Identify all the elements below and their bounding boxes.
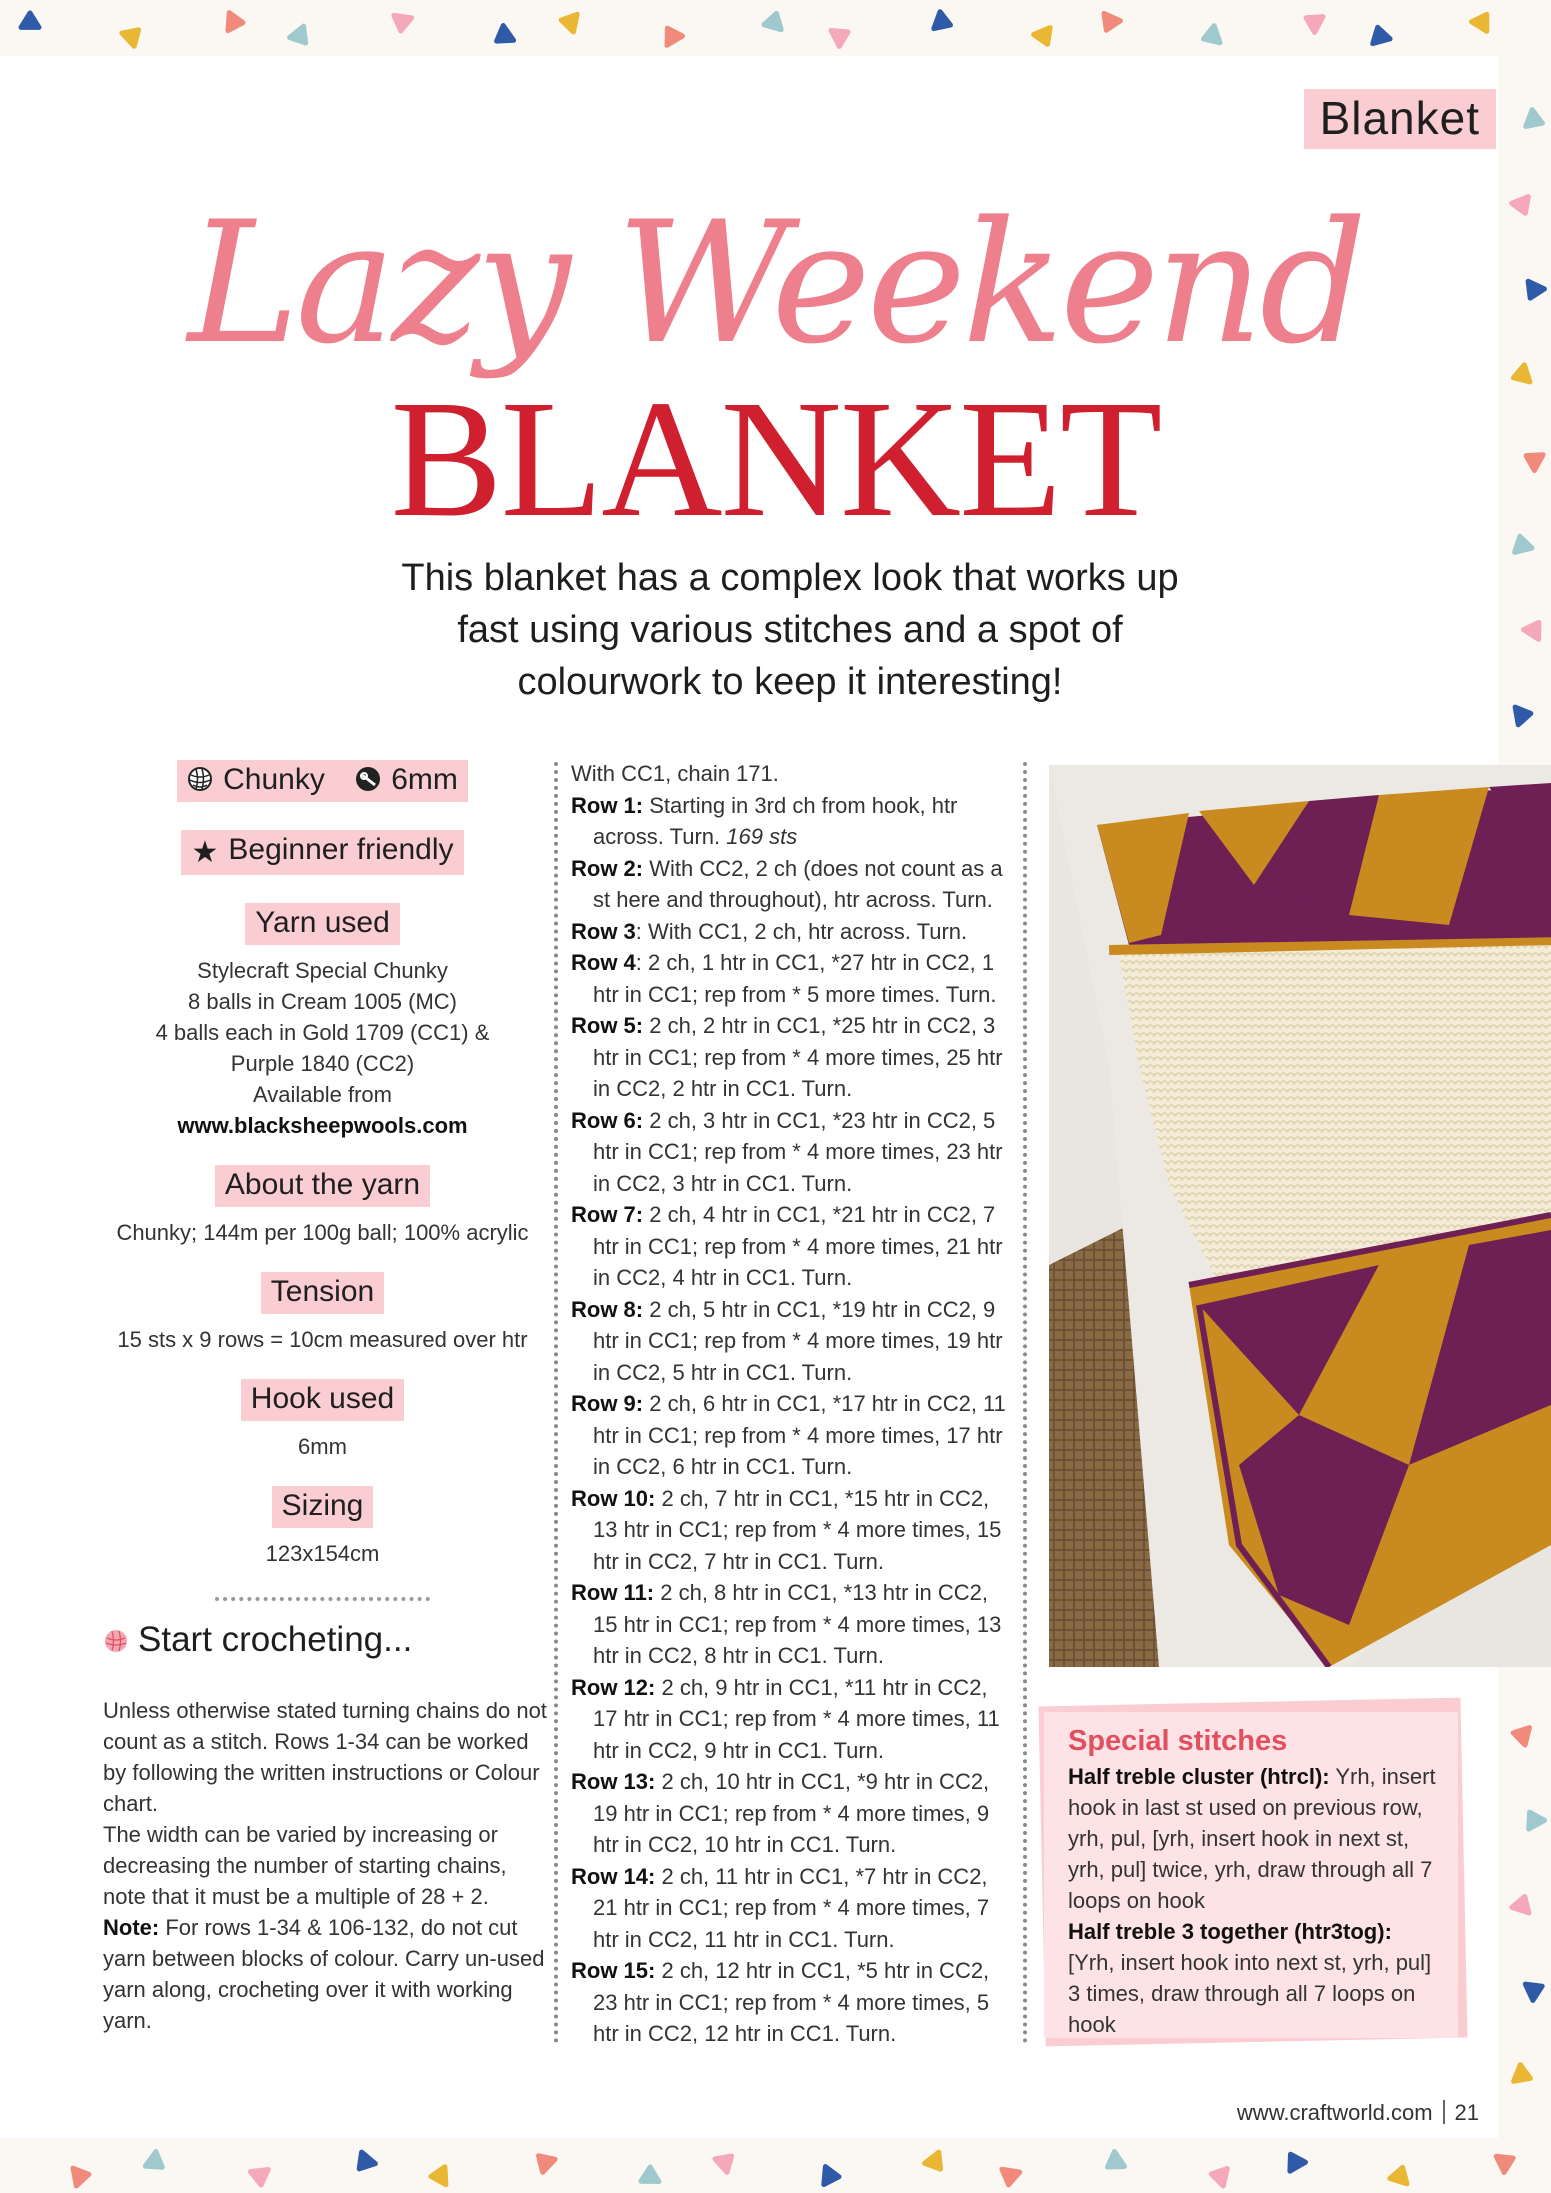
confetti-dot (1369, 25, 1390, 44)
row-label: Row 3 (571, 918, 636, 944)
confetti-dot (1514, 2065, 1534, 2087)
footer-divider (1443, 2100, 1445, 2124)
confetti-dot (1000, 2169, 1020, 2186)
badge-row (100, 760, 545, 802)
pattern-intro: With CC1, chain 171. (571, 761, 779, 786)
yarn-ball-icon (187, 766, 213, 792)
yarn-line: Purple 1840 (CC2) (230, 1051, 415, 1076)
row-label: Row 12: (571, 1674, 656, 1700)
column-divider (554, 762, 558, 2044)
page-footer (1237, 2100, 1479, 2126)
pattern-row (571, 1955, 1011, 2050)
note-label: Note: (103, 1915, 160, 1940)
special-stitch-item (1068, 1761, 1444, 1916)
confetti-dot (491, 26, 513, 49)
pattern-row (571, 1766, 1011, 1861)
row-text: 2 ch, 5 htr in CC1, *19 htr in CC2, 9 htr in CC1; rep from * 4 more times, 19 htr in CC2, 5 htr in CC1. Turn. (593, 1296, 1003, 1385)
confetti-dot (1472, 10, 1495, 32)
stitch-label: Half treble cluster (htrcl): (1068, 1764, 1330, 1789)
row-label: Row 6: (571, 1107, 644, 1133)
row-stitch-count: 169 sts (726, 824, 798, 849)
confetti-dot (1034, 28, 1056, 48)
row-text: 2 ch, 7 htr in CC1, *15 htr in CC2, 13 htr in CC1; rep from * 4 more times, 15 htr in CC2, 7 htr in CC1. Turn. (593, 1485, 1002, 1574)
row-text: Starting in 3rd ch from hook, htr across. Turn. (593, 792, 958, 849)
blanket-photo (1049, 765, 1551, 1667)
start-body (103, 1695, 548, 2036)
yarn-used-body (100, 955, 545, 1141)
special-stitches-content (1044, 1712, 1458, 2038)
pattern-row (571, 1861, 1011, 1956)
start-note (103, 1912, 548, 2036)
confetti-dot (824, 2167, 840, 2186)
row-label: Row 15: (571, 1958, 656, 1983)
confetti-dot (122, 23, 145, 46)
confetti-dot (1283, 2150, 1306, 2171)
confetti-dot (641, 2167, 659, 2182)
hook-label: 6mm (391, 763, 458, 796)
pattern-row (571, 916, 1011, 948)
row-label: Row 4 (571, 950, 636, 975)
row-text: : 2 ch, 1 htr in CC1, *27 htr in CC2, 1 htr in CC1; rep from * 5 more times. Turn. (593, 950, 997, 1007)
confetti-dot (1515, 705, 1532, 725)
row-label: Row 10: (571, 1485, 656, 1511)
special-stitch-item (1068, 1916, 1444, 2040)
row-text: : With CC1, 2 ch, htr across. Turn. (635, 918, 968, 944)
confetti-dot (352, 2152, 375, 2175)
level-row (100, 830, 545, 875)
special-stitches-heading: Special stitches (1068, 1725, 1288, 1757)
sizing-heading: Sizing (272, 1486, 374, 1528)
confetti-dot (1302, 10, 1323, 33)
row-label: Row 1: (571, 792, 644, 818)
hook-used-heading: Hook used (241, 1379, 404, 1421)
row-label: Row 14: (571, 1863, 656, 1889)
confetti-dot (934, 12, 954, 34)
confetti-dot (1103, 2152, 1125, 2175)
confetti-dot (1524, 618, 1547, 640)
confetti-dot (431, 2167, 446, 2186)
pattern-row (571, 947, 1011, 1010)
row-text: 2 ch, 3 htr in CC1, *23 htr in CC2, 5 htr in CC1; rep from * 4 more times, 23 htr in CC2, 3 htr in CC1. Turn. (593, 1107, 1003, 1196)
pattern-row (571, 1577, 1011, 1672)
confetti-dot (1511, 1724, 1529, 1745)
row-text: 2 ch, 8 htr in CC1, *13 htr in CC2, 15 htr in CC1; rep from * 4 more times, 13 htr in CC2, 8 htr in CC1. Turn. (593, 1580, 1002, 1668)
confetti-dot (715, 2149, 738, 2172)
sizing-text: 123x154cm (265, 1541, 380, 1566)
yarn-line: Stylecraft Special Chunky (197, 958, 448, 983)
column-divider (1023, 762, 1027, 2044)
pattern-row (571, 853, 1011, 916)
row-label: Row 13: (571, 1769, 656, 1794)
weight-badge (177, 760, 468, 802)
hook-used-text: 6mm (298, 1434, 347, 1459)
confetti-dot (1526, 110, 1546, 132)
confetti-dot (925, 2152, 948, 2174)
confetti-dot (1201, 26, 1220, 48)
title-main: BLANKET (390, 366, 1161, 552)
yarn-line: Available from (253, 1082, 392, 1107)
pattern-row (571, 1105, 1011, 1200)
level-label: Beginner friendly (228, 833, 454, 866)
row-text: 2 ch, 10 htr in CC1, *9 htr in CC2, 19 htr in CC1; rep from * 4 more times, 9 htr in CC2, 10 htr in CC1. Turn. (593, 1769, 990, 1857)
confetti-dot (1390, 2165, 1411, 2184)
confetti-dot (1209, 2165, 1227, 2186)
confetti-dot (764, 11, 785, 30)
confetti-dot (831, 24, 852, 47)
dotted-divider (215, 1597, 430, 1601)
confetti-dot (392, 15, 412, 32)
pattern-row (571, 1199, 1011, 1294)
special-stitches-box (1036, 1700, 1468, 2052)
confetti-dot (21, 13, 39, 27)
confetti-dot (73, 2165, 91, 2185)
star-icon: ★ (191, 835, 219, 870)
start-para: The width can be varied by increasing or decreasing the number of starting chains, note that it must be a multiple of 28 + 2. (103, 1822, 507, 1909)
section-tag: Blanket (1304, 89, 1496, 149)
confetti-dot (1525, 1978, 1546, 2000)
confetti-dot (290, 26, 313, 49)
confetti-dot (1496, 2150, 1517, 2172)
row-label: Row 5: (571, 1013, 644, 1038)
pattern-row (571, 1294, 1011, 1389)
confetti-dot (1098, 13, 1120, 33)
note-text: For rows 1-34 & 106-132, do not cut yarn between blocks of colour. Carry un-used yarn along, crocheting over it with working yarn. (103, 1915, 545, 2033)
pattern-row (571, 790, 1011, 853)
pattern-row (571, 1672, 1011, 1767)
info-column (100, 760, 545, 1601)
confetti-dot (145, 2152, 167, 2175)
confetti-dot (250, 2170, 270, 2186)
yarn-line: 8 balls in Cream 1005 (MC) (188, 989, 457, 1014)
pattern-instructions (571, 758, 1011, 2050)
row-label: Row 11: (571, 1580, 655, 1605)
row-text: 2 ch, 11 htr in CC1, *7 htr in CC2, 21 htr in CC1; rep from * 4 more times, 7 htr in CC2, 11 htr in CC1. Turn. (593, 1863, 990, 1952)
tension-heading: Tension (261, 1272, 384, 1314)
yarn-used-heading: Yarn used (245, 903, 400, 945)
confetti-dot (228, 13, 244, 32)
tension-text: 15 sts x 9 rows = 10cm measured over htr (117, 1327, 528, 1352)
about-yarn-heading: About the yarn (215, 1165, 430, 1207)
row-text: With CC2, 2 ch (does not count as a st here and throughout), htr across. Turn. (593, 855, 1003, 912)
row-text: 2 ch, 4 htr in CC1, *21 htr in CC2, 7 htr in CC1; rep from * 4 more times, 21 htr in CC2, 4 htr in CC1. Turn. (593, 1202, 1003, 1290)
row-text: 2 ch, 6 htr in CC1, *17 htr in CC2, 11 htr in CC1; rep from * 4 more times, 17 htr in CC2, 6 htr in CC1. Turn. (593, 1391, 1006, 1479)
confetti-dot (660, 24, 683, 46)
row-text: 2 ch, 9 htr in CC1, *11 htr in CC2, 17 htr in CC1; rep from * 4 more times, 11 htr in CC2, 9 htr in CC1. Turn. (593, 1674, 1000, 1763)
about-yarn-text: Chunky; 144m per 100g ball; 100% acrylic (116, 1220, 529, 1245)
confetti-dot (559, 11, 577, 32)
row-label: Row 2: (571, 855, 644, 881)
hook-size-icon (355, 766, 381, 792)
title-script: Lazy Weekend (187, 185, 1364, 381)
footer-url[interactable]: www.craftworld.com (1236, 2100, 1433, 2125)
pattern-row (571, 1483, 1011, 1578)
row-label: Row 8: (571, 1296, 644, 1322)
start-heading (104, 1620, 412, 1660)
yarn-website-link[interactable]: www.blacksheepwools.com (177, 1113, 468, 1138)
level-badge (181, 830, 463, 875)
pattern-row (571, 1010, 1011, 1105)
start-para: Unless otherwise stated turning chains do not count as a stitch. Rows 1-34 can be worked by following the written instructions or Colour chart. (103, 1698, 547, 1816)
yarn-ball-icon (104, 1629, 128, 1653)
yarn-line: 4 balls each in Gold 1709 (CC1) & (155, 1020, 490, 1045)
row-label: Row 7: (571, 1202, 644, 1227)
standfirst: This blanket has a complex look that works up fast using various stitches and a spot of colourwork to keep it interesting! (401, 557, 1179, 703)
stitch-text: Yrh, insert hook in last st used on previous row, yrh, pul, [yrh, insert hook in next st, yrh, pul] twice, yrh, draw through all 7 loops on hook (1068, 1764, 1436, 1913)
confetti-dot (1512, 1894, 1534, 1913)
row-text: 2 ch, 12 htr in CC1, *5 htr in CC2, 23 htr in CC1; rep from * 4 more times, 5 htr in CC2, 12 htr in CC1. Turn. (593, 1958, 990, 2046)
row-text: 2 ch, 2 htr in CC1, *25 htr in CC2, 3 htr in CC1; rep from * 4 more times, 25 htr in CC2, 2 htr in CC1. Turn. (593, 1013, 1003, 1101)
weight-label: Chunky (223, 763, 325, 796)
stitch-text: [Yrh, insert hook into next st, yrh, pul] 3 times, draw through all 7 loops on hook (1068, 1950, 1432, 2037)
stitch-label: Half treble 3 together (htr3tog): (1068, 1919, 1392, 1944)
start-heading-text: Start crocheting... (138, 1620, 413, 1659)
row-label: Row 9: (571, 1391, 644, 1416)
blanket-illustration (1049, 765, 1551, 1667)
confetti-dot (1522, 1808, 1545, 1829)
pattern-row (571, 1388, 1011, 1483)
confetti-dot (532, 2149, 555, 2172)
page-number: 21 (1454, 2100, 1479, 2125)
